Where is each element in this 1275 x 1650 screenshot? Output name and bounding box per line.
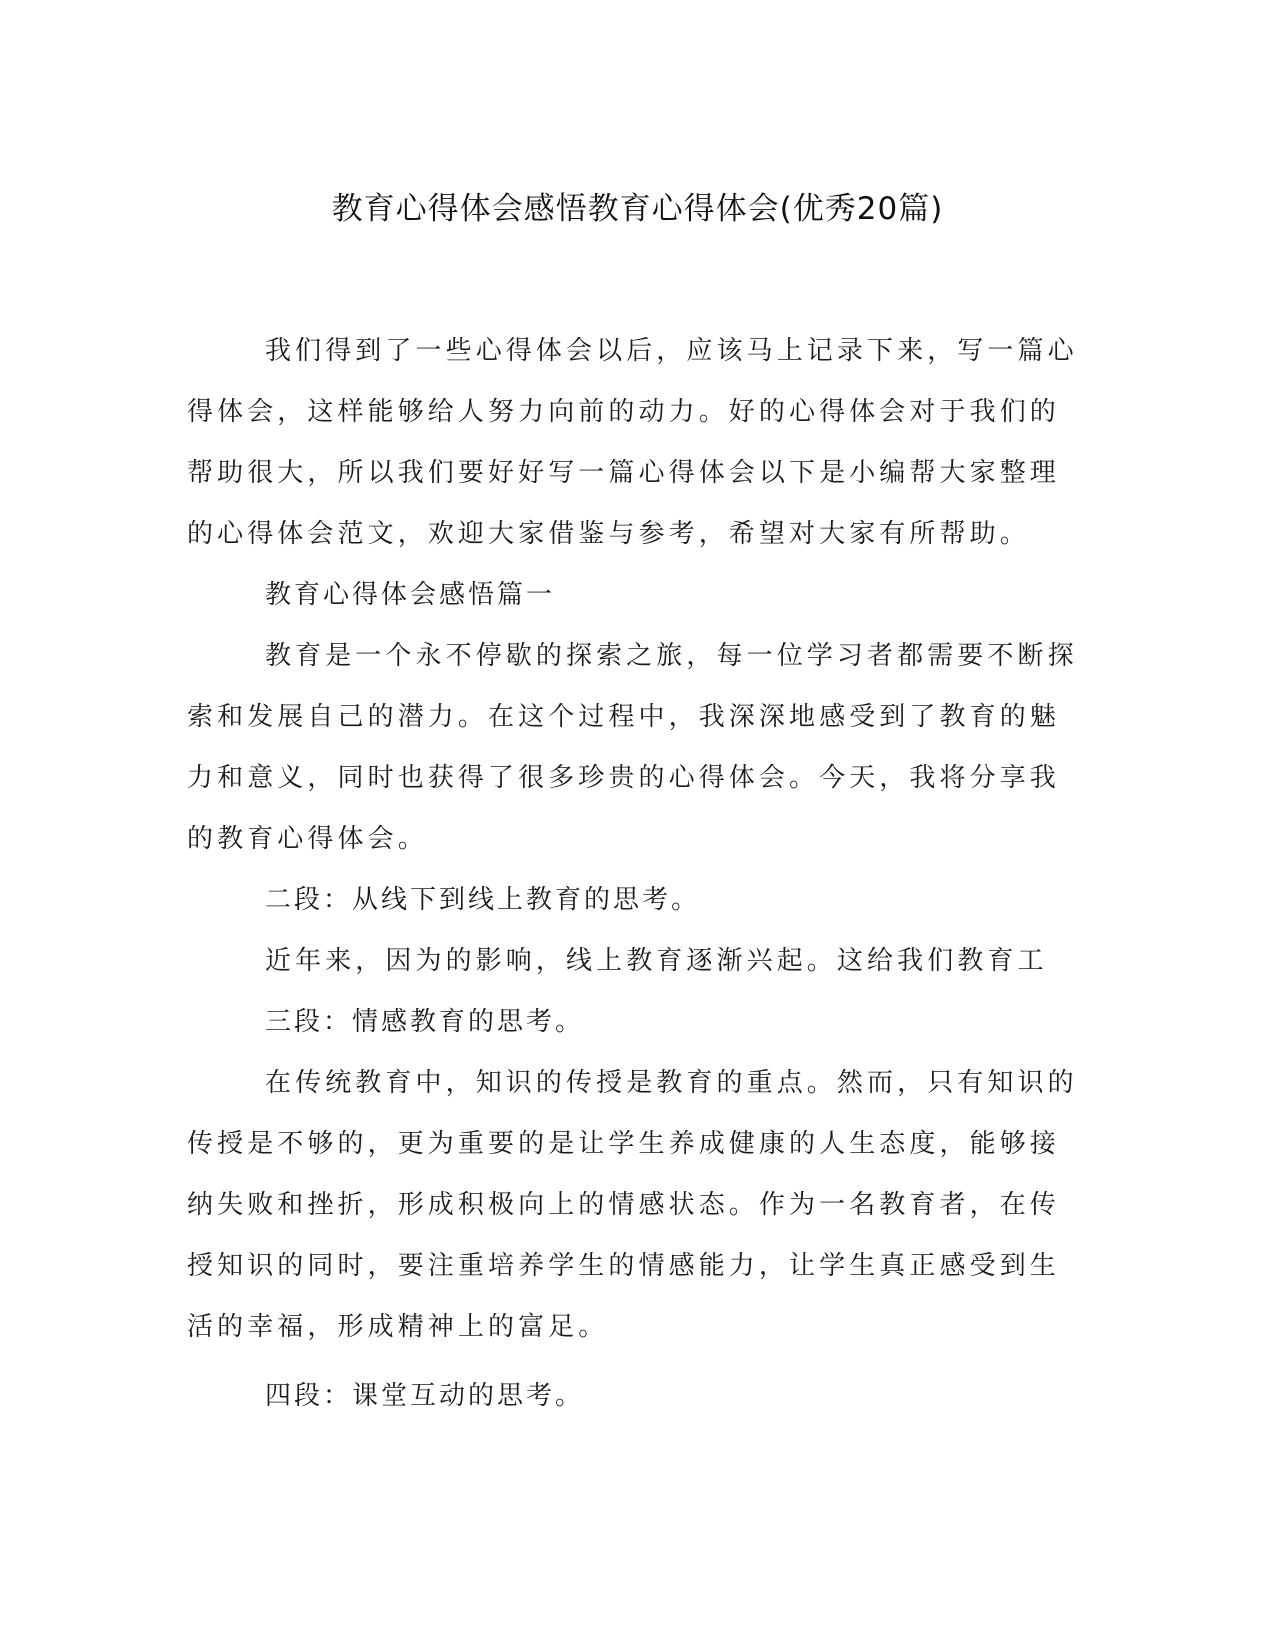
section-heading: 教育心得体会感悟篇一	[265, 580, 556, 610]
document-body	[187, 321, 1087, 1427]
document-title: 教育心得体会感悟教育心得体会(优秀20篇)	[331, 191, 944, 227]
section-paragraph: 教育是一个永不停歇的探索之旅，每一位学习者都需要不断探索和发展自己的潜力。在这个过程中，我深深地感受到了教育的魅力和意义，同时也获得了很多珍贵的心得体会。今天，我将分享我的教育心得体会。	[187, 641, 1078, 854]
subsection-heading: 三段：情感教育的思考。	[265, 1007, 585, 1037]
section-paragraph: 近年来，因为的影响，线上教育逐渐兴起。这给我们教育工	[265, 946, 1048, 976]
intro-paragraph: 我们得到了一些心得体会以后，应该马上记录下来，写一篇心得体会，这样能够给人努力向前的动力。好的心得体会对于我们的帮助很大，所以我们要好好写一篇心得体会以下是小编帮大家整理的心得体会范文，欢迎大家借鉴与参考，希望对大家有所帮助。	[187, 336, 1078, 549]
subsection-heading: 二段：从线下到线上教育的思考。	[265, 885, 701, 915]
subsection-heading: 四段：课堂互动的思考。	[265, 1381, 585, 1411]
section-paragraph: 在传统教育中，知识的传授是教育的重点。然而，只有知识的传授是不够的，更为重要的是让学生养成健康的人生态度，能够接纳失败和挫折，形成积极向上的情感状态。作为一名教育者，在传授知识的同时，要注重培养学生的情感能力，让学生真正感受到生活的幸福，形成精神上的富足。	[187, 1068, 1078, 1342]
